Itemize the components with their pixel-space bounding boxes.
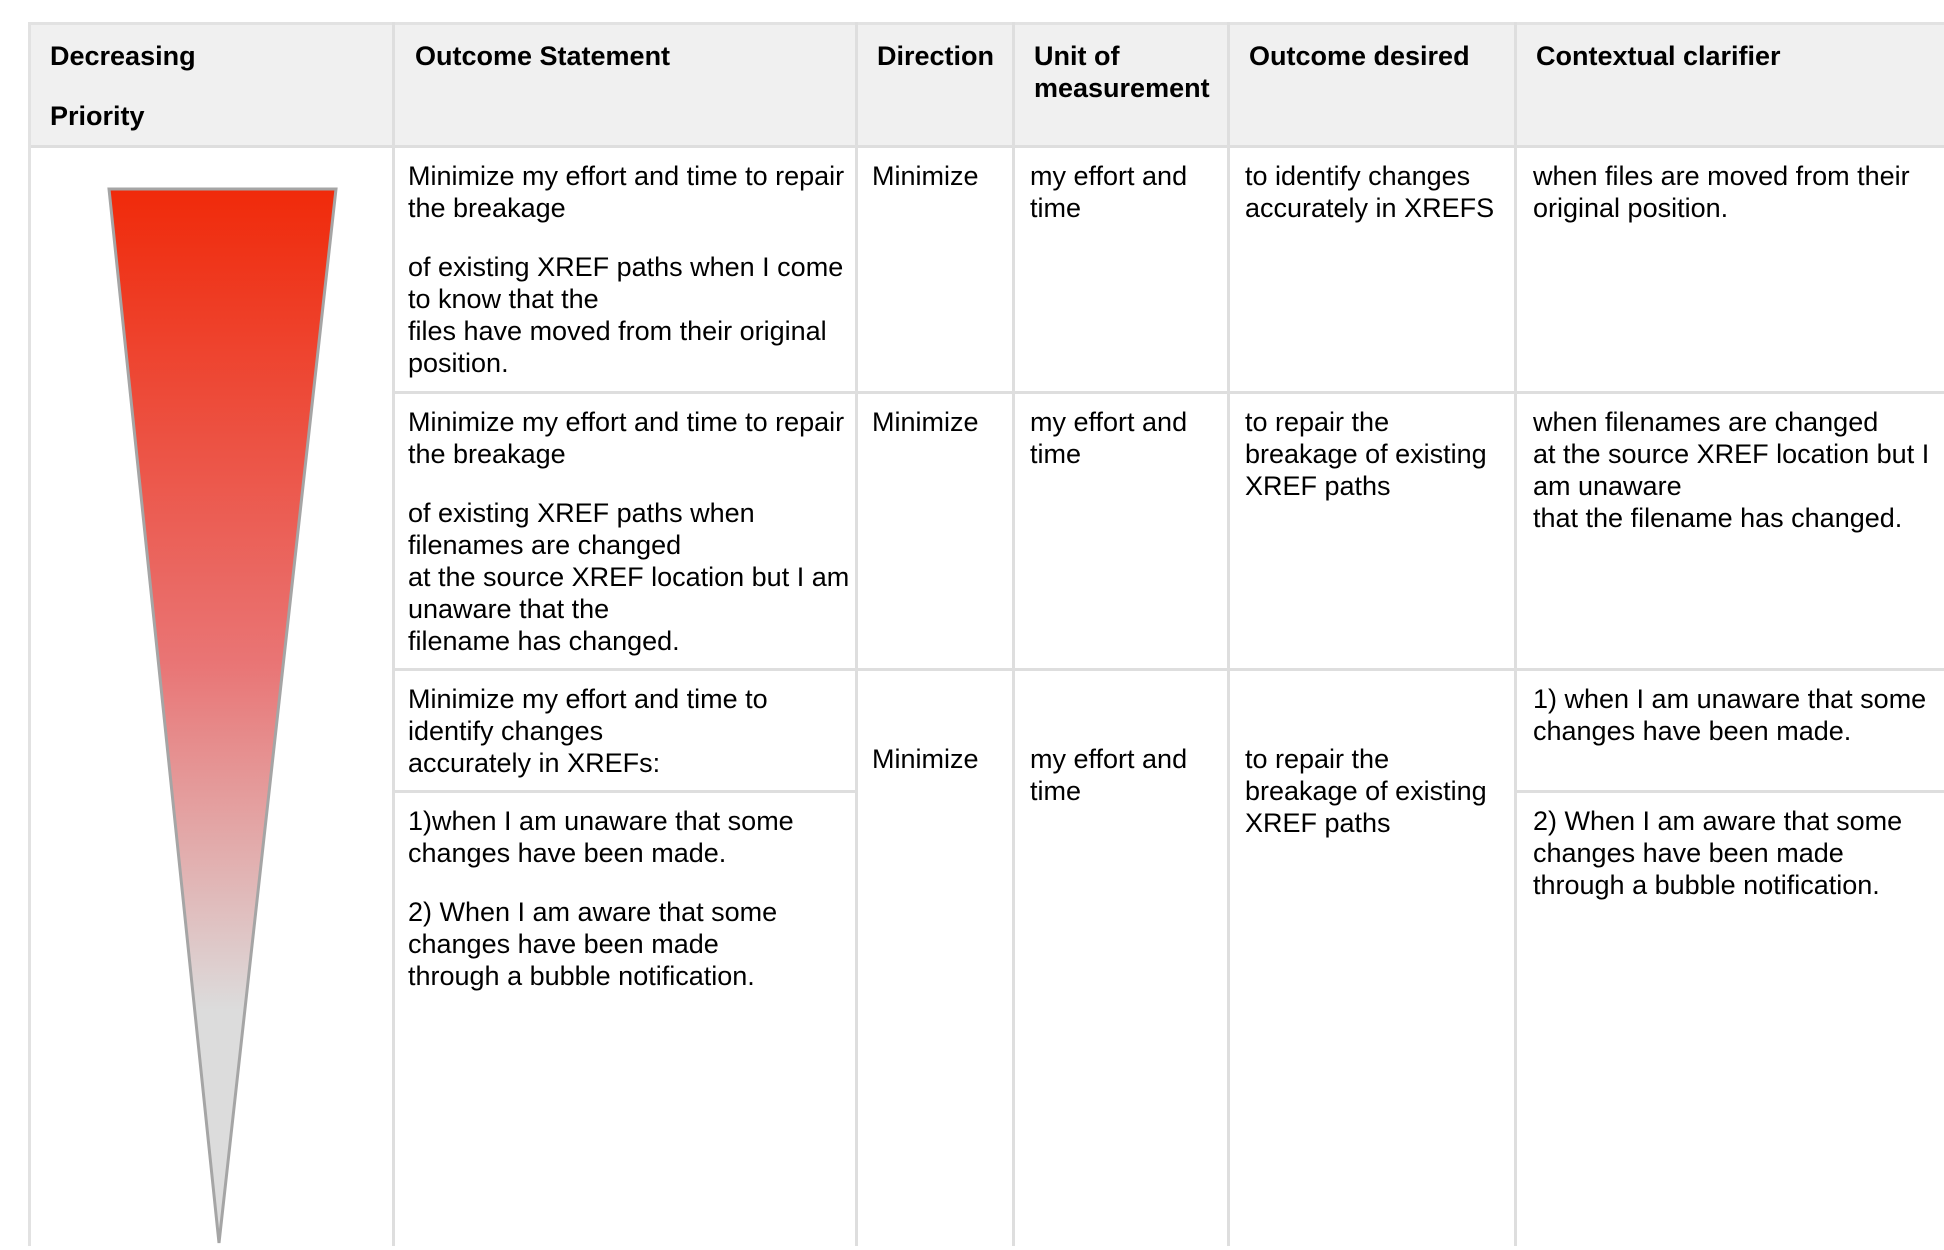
header-direction: Direction	[877, 41, 995, 71]
row1-unit: my effort and time	[1030, 161, 1188, 223]
row1-direction: Minimize	[872, 161, 979, 191]
row2-statement-p1: Minimize my effort and time to repair the breakage	[408, 407, 845, 469]
header-unit-of-measurement: Unit of measurement	[1034, 41, 1210, 103]
header-priority	[50, 40, 380, 132]
col-divider-3	[1012, 22, 1015, 1246]
row3-statement-bottom-p1: 1)when I am unaware that some changes have been made.	[408, 806, 794, 868]
row2-outcome-statement	[408, 406, 853, 657]
row3-outcome-statement-top	[408, 683, 853, 779]
row2-outcome-desired: to repair the breakage of existing XREF paths	[1245, 407, 1487, 501]
row2-direction: Minimize	[872, 407, 979, 437]
row2-clarifier-text: when filenames are changed at the source XREF location but I am unaware that the filename has changed.	[1533, 407, 1930, 533]
decreasing-priority-triangle	[102, 180, 342, 1250]
row3-statement-bottom-p2: 2) When I am aware that some changes have been made through a bubble notification.	[408, 897, 778, 991]
col-divider-5	[1514, 22, 1517, 1246]
row3-clarifier-bottom-text: 2) When I am aware that some changes have been made through a bubble notification.	[1533, 806, 1903, 900]
row3-unit: my effort and time	[1030, 744, 1188, 806]
col-divider-1	[392, 22, 395, 1246]
header-divider	[31, 145, 1944, 148]
row1-outcome-desired: to identify changes accurately in XREFS	[1245, 161, 1495, 223]
row1-outcome-statement	[408, 160, 853, 379]
row2-contextual-clarifier	[1533, 406, 1943, 534]
col-divider-4	[1227, 22, 1230, 1246]
row1-contextual-clarifier: when files are moved from their original position.	[1533, 161, 1910, 223]
row3-statement-divider	[395, 790, 857, 793]
header-outcome-statement: Outcome Statement	[415, 41, 671, 71]
row1-statement-p1: Minimize my effort and time to repair the breakage	[408, 161, 845, 223]
row2-unit: my effort and time	[1030, 407, 1188, 469]
header-contextual-clarifier: Contextual clarifier	[1536, 41, 1781, 71]
row3-statement-top: Minimize my effort and time to identify changes accurately in XREFs:	[408, 684, 768, 778]
row3-clarifier-divider	[1517, 790, 1944, 793]
row2-statement-p2: of existing XREF paths when filenames are changed at the source XREF location but I am unaware that the filename has changed.	[408, 498, 850, 656]
row3-outcome-desired: to repair the breakage of existing XREF paths	[1245, 744, 1487, 838]
row3-contextual-clarifier-bottom	[1533, 805, 1938, 901]
row1-divider	[395, 391, 1944, 394]
row2-divider	[395, 668, 1944, 671]
header-outcome-desired: Outcome desired	[1249, 41, 1470, 71]
col-divider-2	[855, 22, 858, 1246]
row3-direction: Minimize	[872, 744, 979, 774]
priority-triangle-shape	[109, 189, 336, 1243]
row1-statement-p2: of existing XREF paths when I come to know that the files have moved from their original position.	[408, 252, 844, 378]
row3-contextual-clarifier-top: 1) when I am unaware that some changes have been made.	[1533, 684, 1927, 746]
header-priority-line1: Decreasing	[50, 41, 196, 71]
row3-outcome-statement-bottom	[408, 805, 853, 992]
header-priority-line2: Priority	[50, 101, 145, 131]
